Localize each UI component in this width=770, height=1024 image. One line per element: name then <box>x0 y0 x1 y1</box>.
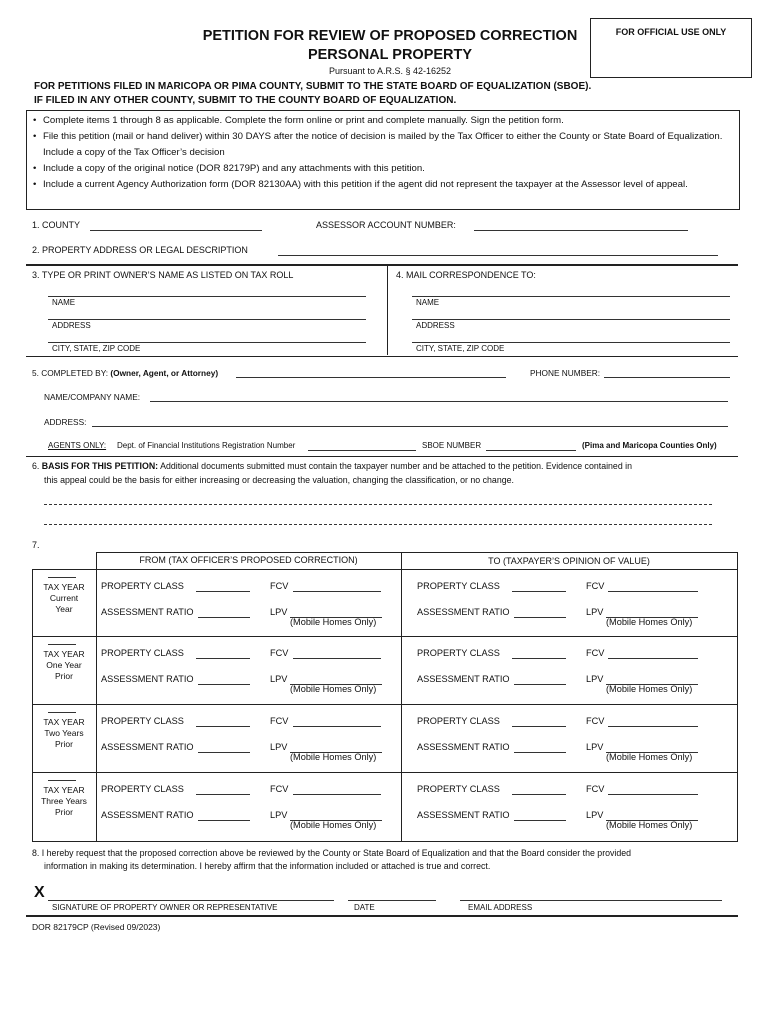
to-assessment-ratio-input[interactable] <box>514 752 566 753</box>
from-property-class-input[interactable] <box>196 726 250 727</box>
from-lpv-label: LPV <box>270 674 288 684</box>
section-divider <box>26 456 738 457</box>
signature-x-mark: X <box>34 884 45 901</box>
to-fcv-label: FCV <box>586 784 605 794</box>
to-assessment-ratio-input[interactable] <box>514 617 566 618</box>
from-fcv-input[interactable] <box>293 794 381 795</box>
to-lpv-label: LPV <box>586 810 604 820</box>
to-property-class-input[interactable] <box>512 658 566 659</box>
to-mobile-homes-note: (Mobile Homes Only) <box>606 752 693 762</box>
sboe-number-label: SBOE NUMBER <box>422 441 482 450</box>
from-assessment-ratio-input[interactable] <box>198 752 250 753</box>
tax-year-period: One Year <box>46 660 82 670</box>
form-title-line2: PERSONAL PROPERTY <box>307 47 473 63</box>
instructions-box <box>26 110 740 210</box>
completed-by-label: 5. COMPLETED BY: <box>32 368 109 378</box>
address-label: ADDRESS: <box>44 417 87 427</box>
from-assessment-ratio-label: ASSESSMENT RATIO <box>101 742 194 752</box>
instruction-item: • Include a copy of the original notice (DOR 82179P) and any attachments with this petition. <box>31 161 733 177</box>
owner-name-label: 3. TYPE OR PRINT OWNER’S NAME AS LISTED ON TAX ROLL <box>32 270 294 280</box>
basis-input-line2[interactable] <box>44 524 712 525</box>
tax-year-period-suffix: Prior <box>55 671 73 681</box>
from-fcv-label: FCV <box>270 581 289 591</box>
email-caption: EMAIL ADDRESS <box>468 903 533 912</box>
basis-text2: this appeal could be the basis for either increasing or decreasing the valuation, changing the classification, or no change. <box>44 475 514 485</box>
statute-reference: Pursuant to A.R.S. § 42-16252 <box>328 66 452 76</box>
to-fcv-input[interactable] <box>608 591 698 592</box>
form-title-line1: PETITION FOR REVIEW OF PROPOSED CORRECTION <box>202 28 578 44</box>
from-lpv-label: LPV <box>270 607 288 617</box>
to-property-class-input[interactable] <box>512 726 566 727</box>
from-property-class-input[interactable] <box>196 794 250 795</box>
from-fcv-input[interactable] <box>293 726 381 727</box>
owner-name-input[interactable] <box>48 296 366 297</box>
signature-input[interactable] <box>48 900 334 901</box>
tax-year-input[interactable] <box>48 644 76 645</box>
mail-name-input[interactable] <box>412 296 730 297</box>
sboe-number-input[interactable] <box>486 450 576 451</box>
to-assessment-ratio-input[interactable] <box>514 820 566 821</box>
from-fcv-input[interactable] <box>293 658 381 659</box>
mail-city-input[interactable] <box>412 342 730 343</box>
notice-line2: IF FILED IN ANY OTHER COUNTY, SUBMIT TO THE COUNTY BOARD OF EQUALIZATION. <box>34 95 457 106</box>
from-fcv-label: FCV <box>270 648 289 658</box>
to-property-class-label: PROPERTY CLASS <box>417 716 500 726</box>
tax-year-label: TAX YEAR <box>43 649 85 659</box>
notice-line1: FOR PETITIONS FILED IN MARICOPA OR PIMA COUNTY, SUBMIT TO THE STATE BOARD OF EQUALIZATION (SBOE). <box>34 81 592 92</box>
from-assessment-ratio-label: ASSESSMENT RATIO <box>101 607 194 617</box>
to-header: TO (TAXPAYER’S OPINION OF VALUE) <box>488 556 650 566</box>
certification-text1: 8. I hereby request that the proposed correction above be reviewed by the County or State Board of Equalization and that the Board consider the provided <box>32 848 632 858</box>
from-property-class-input[interactable] <box>196 658 250 659</box>
from-fcv-input[interactable] <box>293 591 381 592</box>
date-input[interactable] <box>348 900 436 901</box>
from-lpv-label: LPV <box>270 810 288 820</box>
pima-maricopa-note: (Pima and Maricopa Counties Only) <box>582 441 717 450</box>
to-fcv-input[interactable] <box>608 794 698 795</box>
property-address-label: 2. PROPERTY ADDRESS OR LEGAL DESCRIPTION <box>32 245 248 255</box>
dfi-registration-input[interactable] <box>308 450 416 451</box>
completed-by-input[interactable] <box>236 377 506 378</box>
from-assessment-ratio-input[interactable] <box>198 820 250 821</box>
tax-year-period: Current <box>49 593 79 603</box>
owner-city-caption: CITY, STATE, ZIP CODE <box>52 344 141 353</box>
to-assessment-ratio-input[interactable] <box>514 684 566 685</box>
official-use-label: FOR OFFICIAL USE ONLY <box>615 27 727 37</box>
from-property-class-input[interactable] <box>196 591 250 592</box>
tax-year-input[interactable] <box>48 780 76 781</box>
to-property-class-input[interactable] <box>512 591 566 592</box>
to-fcv-label: FCV <box>586 581 605 591</box>
from-property-class-label: PROPERTY CLASS <box>101 581 184 591</box>
tax-year-cell <box>32 644 96 682</box>
tax-year-input[interactable] <box>48 577 76 578</box>
name-company-input[interactable] <box>150 401 728 402</box>
tax-year-cell <box>32 577 96 615</box>
tax-year-cell <box>32 780 96 818</box>
to-property-class-label: PROPERTY CLASS <box>417 784 500 794</box>
from-assessment-ratio-input[interactable] <box>198 684 250 685</box>
from-lpv-label: LPV <box>270 742 288 752</box>
mail-city-caption: CITY, STATE, ZIP CODE <box>416 344 505 353</box>
tax-year-label: TAX YEAR <box>43 582 85 592</box>
name-company-label: NAME/COMPANY NAME: <box>44 392 141 402</box>
form-id: DOR 82179CP (Revised 09/2023) <box>32 922 161 932</box>
official-use-box <box>590 18 752 78</box>
from-mobile-homes-note: (Mobile Homes Only) <box>290 684 377 694</box>
from-fcv-label: FCV <box>270 716 289 726</box>
to-property-class-input[interactable] <box>512 794 566 795</box>
completed-by-options: (Owner, Agent, or Attorney) <box>110 368 219 378</box>
to-assessment-ratio-label: ASSESSMENT RATIO <box>417 810 510 820</box>
tax-year-input[interactable] <box>48 712 76 713</box>
basis-number: 6. <box>32 461 40 471</box>
from-mobile-homes-note: (Mobile Homes Only) <box>290 617 377 627</box>
assessor-account-input[interactable] <box>474 230 688 231</box>
from-mobile-homes-note: (Mobile Homes Only) <box>290 820 377 830</box>
from-mobile-homes-note: (Mobile Homes Only) <box>290 752 377 762</box>
basis-text1: Additional documents submitted must contain the taxpayer number and be attached to the petition. Evidence contained in <box>160 461 633 471</box>
to-mobile-homes-note: (Mobile Homes Only) <box>606 617 693 627</box>
agents-only-label: AGENTS ONLY: <box>48 441 107 450</box>
to-property-class-label: PROPERTY CLASS <box>417 648 500 658</box>
to-assessment-ratio-label: ASSESSMENT RATIO <box>417 607 510 617</box>
tax-year-period: Three Years <box>41 796 87 806</box>
from-fcv-label: FCV <box>270 784 289 794</box>
tax-year-cell <box>32 712 96 750</box>
phone-label: PHONE NUMBER: <box>530 368 601 378</box>
tax-year-label: TAX YEAR <box>43 785 85 795</box>
owner-address-caption: ADDRESS <box>52 321 91 330</box>
instruction-item: • File this petition (mail or hand deliver) within 30 DAYS after the notice of decision is mailed by the Tax Officer to either the County or State Board of Equalization. Include a copy of the Tax Officer’s decision <box>31 129 733 161</box>
from-assessment-ratio-label: ASSESSMENT RATIO <box>101 810 194 820</box>
to-fcv-label: FCV <box>586 716 605 726</box>
to-lpv-label: LPV <box>586 674 604 684</box>
mail-correspondence-label: 4. MAIL CORRESPONDENCE TO: <box>396 270 536 280</box>
from-property-class-label: PROPERTY CLASS <box>101 784 184 794</box>
mail-address-caption: ADDRESS <box>416 321 455 330</box>
owner-address-input[interactable] <box>48 319 366 320</box>
tax-year-period: Two Years <box>44 728 84 738</box>
basis-row <box>32 461 632 471</box>
completed-by-row <box>32 368 218 378</box>
property-address-input[interactable] <box>278 255 718 256</box>
email-input[interactable] <box>460 900 722 901</box>
to-fcv-label: FCV <box>586 648 605 658</box>
from-property-class-label: PROPERTY CLASS <box>101 716 184 726</box>
to-fcv-input[interactable] <box>608 658 698 659</box>
mail-address-input[interactable] <box>412 319 730 320</box>
table-item-number: 7. <box>32 540 40 550</box>
from-property-class-label: PROPERTY CLASS <box>101 648 184 658</box>
footer-divider <box>26 915 738 917</box>
basis-title: BASIS FOR THIS PETITION: <box>41 461 159 471</box>
county-label: 1. COUNTY <box>32 220 81 230</box>
from-assessment-ratio-input[interactable] <box>198 617 250 618</box>
tax-year-period-suffix: Year <box>55 604 73 614</box>
basis-input-line1[interactable] <box>44 504 712 505</box>
from-header: FROM (TAX OFFICER’S PROPOSED CORRECTION) <box>139 555 358 565</box>
tax-year-label: TAX YEAR <box>43 717 85 727</box>
address-input[interactable] <box>92 426 728 427</box>
to-fcv-input[interactable] <box>608 726 698 727</box>
section-divider <box>26 264 738 266</box>
section-divider <box>26 356 738 357</box>
to-lpv-label: LPV <box>586 742 604 752</box>
to-assessment-ratio-label: ASSESSMENT RATIO <box>417 742 510 752</box>
to-property-class-label: PROPERTY CLASS <box>417 581 500 591</box>
to-assessment-ratio-label: ASSESSMENT RATIO <box>417 674 510 684</box>
instruction-item: • Complete items 1 through 8 as applicable. Complete the form online or print and complete manually. Sign the petition form. <box>31 113 733 129</box>
dfi-registration-label: Dept. of Financial Institutions Registration Number <box>117 441 296 450</box>
mail-name-caption: NAME <box>416 298 440 307</box>
to-lpv-label: LPV <box>586 607 604 617</box>
tax-year-period-suffix: Prior <box>55 807 73 817</box>
signature-caption: SIGNATURE OF PROPERTY OWNER OR REPRESENTATIVE <box>52 903 278 912</box>
owner-city-input[interactable] <box>48 342 366 343</box>
to-mobile-homes-note: (Mobile Homes Only) <box>606 820 693 830</box>
valuation-table <box>32 552 738 842</box>
column-divider <box>387 265 388 355</box>
from-assessment-ratio-label: ASSESSMENT RATIO <box>101 674 194 684</box>
assessor-account-label: ASSESSOR ACCOUNT NUMBER: <box>316 220 456 230</box>
to-mobile-homes-note: (Mobile Homes Only) <box>606 684 693 694</box>
certification-text2: information in making its determination. I hereby affirm that the information included or attached is true and correct. <box>44 861 491 871</box>
owner-name-caption: NAME <box>52 298 76 307</box>
tax-year-period-suffix: Prior <box>55 739 73 749</box>
instruction-item: • Include a current Agency Authorization form (DOR 82130AA) with this petition if the agent did not represent the taxpayer at the Assessor level of appeal. <box>31 177 733 193</box>
date-caption: DATE <box>354 903 375 912</box>
county-input[interactable] <box>90 230 262 231</box>
phone-input[interactable] <box>604 377 730 378</box>
